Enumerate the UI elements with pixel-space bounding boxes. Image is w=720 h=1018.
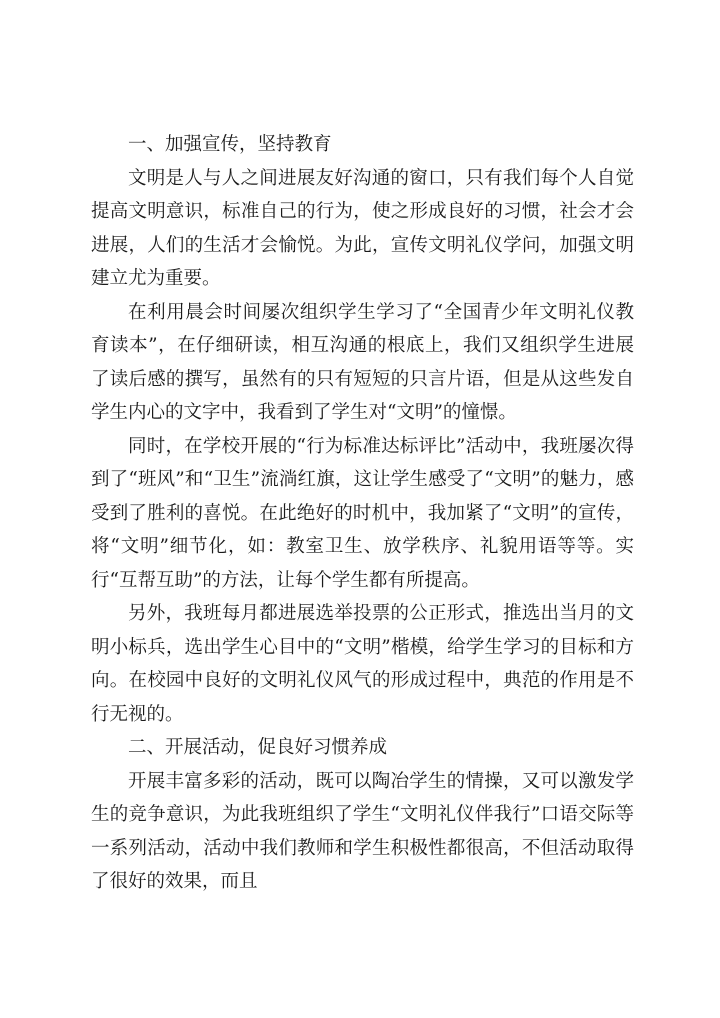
paragraph-4: 另外，我班每月都进展选举投票的公正形式，推选出当月的文明小标兵，选出学生心目中的“文明”楷模，给学生学习的目标和方向。在校园中良好的文明礼仪风气的形成过程中，典范的作用是不行无视的。 [91,603,634,725]
paragraph-3: 同时，在学校开展的“行为标准达标评比”活动中，我班屡次得到了“班风”和“卫生”流淌红旗，这让学生感受了“文明”的魅力，感受到了胜利的喜悦。在此绝好的时机中，我加紧了“文明”的宣传，将“文明”细节化，如：教室卫生、放学秩序、礼貌用语等等。实行“互帮互助”的方法，让每个学生都有所提高。 [91,435,634,591]
paragraph-5: 开展丰富多彩的活动，既可以陶冶学生的情操，又可以激发学生的竞争意识，为此我班组织了学生“文明礼仪伴我行”口语交际等一系列活动，活动中我们教师和学生积极性都很高，不但活动取得了很好的效果，而且 [91,770,634,892]
section-heading-2: 二、开展活动，促良好习惯养成 [128,737,388,758]
document-body [91,128,634,899]
paragraph-2: 在利用晨会时间屡次组织学生学习了“全国青少年文明礼仪教育读本”，在仔细研读，相互沟通的根底上，我们又组织学生进展了读后感的撰写，虽然有的只有短短的只言片语，但是从这些发自学生内心的文字中，我看到了学生对“文明”的憧憬。 [91,301,634,423]
paragraph-1: 文明是人与人之间进展友好沟通的窗口，只有我们每个人自觉提高文明意识，标准自己的行为，使之形成良好的习惯，社会才会进展，人们的生活才会愉悦。为此，宣传文明礼仪学问，加强文明建立尤为重要。 [91,167,634,289]
section-heading-1: 一、加强宣传，坚持教育 [128,134,332,155]
